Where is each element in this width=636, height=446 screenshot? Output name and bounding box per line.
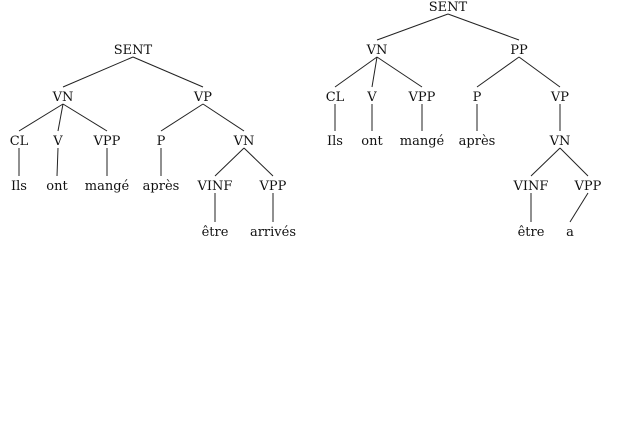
tree-edge bbox=[377, 57, 422, 87]
tree-edge bbox=[161, 104, 203, 131]
node-label-vn: VN bbox=[549, 134, 571, 149]
leaf-word-etre: être bbox=[201, 225, 229, 240]
tree-edge bbox=[203, 104, 244, 131]
leaf-word-mange: mangé bbox=[84, 179, 130, 194]
tree-edge bbox=[531, 148, 560, 176]
leaf-word-arrives: arrivés bbox=[249, 225, 297, 240]
tree-edge bbox=[244, 148, 273, 176]
tree-edge bbox=[63, 57, 133, 87]
node-label-v: V bbox=[367, 90, 377, 105]
node-label-vn: VN bbox=[233, 134, 255, 149]
node-label-v: V bbox=[53, 134, 63, 149]
tree-edge bbox=[448, 14, 519, 40]
node-label-sent: SENT bbox=[113, 43, 153, 58]
tree-edge bbox=[372, 57, 377, 87]
tree-edge bbox=[133, 57, 203, 87]
tree-edge bbox=[335, 57, 377, 87]
tree-edge bbox=[570, 193, 588, 222]
leaf-word-apres: après bbox=[142, 179, 180, 194]
tree-edge bbox=[19, 104, 63, 131]
tree-edge bbox=[519, 57, 560, 87]
node-label-vpp: VPP bbox=[574, 179, 602, 194]
node-label-p: P bbox=[156, 134, 166, 149]
node-label-vp: VP bbox=[550, 90, 570, 105]
tree-edge bbox=[215, 148, 244, 176]
node-label-vinf: VINF bbox=[513, 179, 549, 194]
node-label-sent: SENT bbox=[428, 0, 468, 15]
tree-edge bbox=[58, 104, 63, 131]
leaf-word-ils: Ils bbox=[11, 179, 27, 194]
node-label-vp: VP bbox=[193, 90, 213, 105]
tree-edge bbox=[57, 148, 58, 176]
node-label-vpp: VPP bbox=[93, 134, 121, 149]
node-label-cl: CL bbox=[325, 90, 345, 105]
leaf-word-ont: ont bbox=[46, 179, 68, 194]
tree-edge bbox=[377, 14, 448, 40]
leaf-word-apres: après bbox=[458, 134, 496, 149]
node-label-vpp: VPP bbox=[408, 90, 436, 105]
leaf-word-mange: mangé bbox=[399, 134, 445, 149]
node-label-vn: VN bbox=[52, 90, 74, 105]
tree-edge bbox=[63, 104, 107, 131]
parse-tree-left bbox=[10, 43, 296, 240]
tree-edge bbox=[477, 57, 519, 87]
tree-edge bbox=[560, 148, 588, 176]
parse-tree-right bbox=[326, 0, 602, 240]
node-label-p: P bbox=[472, 90, 482, 105]
node-label-cl: CL bbox=[9, 134, 29, 149]
node-label-vn: VN bbox=[366, 43, 388, 58]
leaf-word-ils: Ils bbox=[327, 134, 343, 149]
node-label-vpp: VPP bbox=[259, 179, 287, 194]
leaf-word-a: a bbox=[566, 225, 574, 240]
node-label-vinf: VINF bbox=[197, 179, 233, 194]
leaf-word-ont: ont bbox=[361, 134, 383, 149]
node-label-pp: PP bbox=[510, 43, 528, 58]
leaf-word-etre: être bbox=[517, 225, 545, 240]
